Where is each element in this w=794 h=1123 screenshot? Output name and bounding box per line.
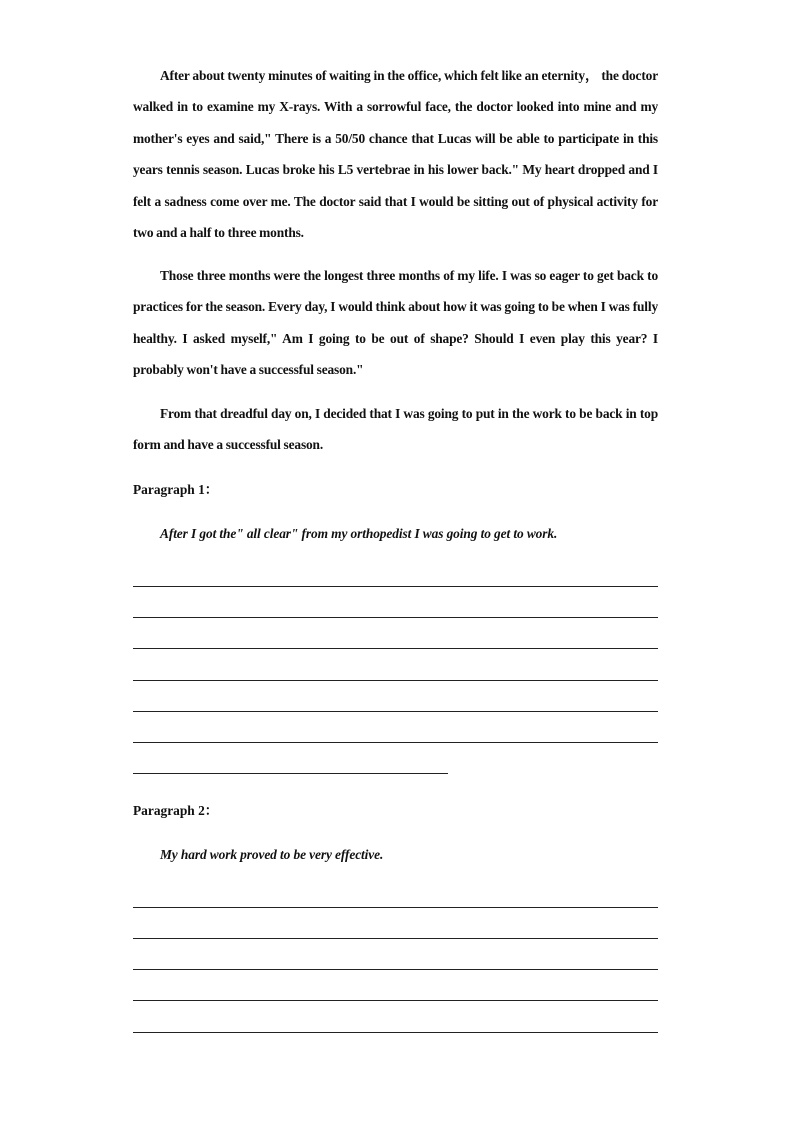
story-paragraph-3: From that dreadful day on, I decided that I was going to put in the work to be back in top form and have a successful season.: [133, 406, 658, 453]
answer-line[interactable]: [133, 938, 658, 939]
answer-line[interactable]: [133, 1032, 658, 1033]
answer-line[interactable]: [133, 680, 658, 681]
paragraph-2-prompt: My hard work proved to be very effective.: [160, 847, 384, 862]
paragraph-1-prompt: After I got the" all clear" from my orthopedist I was going to get to work.: [160, 526, 558, 541]
answer-line[interactable]: [133, 648, 658, 649]
paragraph-1-label: Paragraph 1：: [133, 482, 219, 497]
answer-line[interactable]: [133, 711, 658, 712]
answer-line[interactable]: [133, 617, 658, 618]
paragraph-2-label: Paragraph 2：: [133, 803, 219, 818]
answer-line[interactable]: [133, 773, 448, 774]
story-paragraph-1: After about twenty minutes of waiting in the office, which felt like an eternity， the doctor walked in to examine my X-rays. With a sorrowful face, the doctor looked into mine and my mother's eyes and said," There is a 50/50 chance that Lucas will be able to participate in this years tennis season. Lucas broke his L5 vertebrae in his lower back." My heart dropped and I felt a sadness come over me. The doctor said that I would be sitting out of physical activity for two and a half to three months.: [133, 68, 658, 241]
answer-line[interactable]: [133, 907, 658, 908]
answer-line[interactable]: [133, 1000, 658, 1001]
story-paragraph-2: Those three months were the longest three months of my life. I was so eager to get back to practices for the season. Every day, I would think about how it was going to be when I was fully healthy. I asked myself," Am I going to be out of shape? Should I even play this year? I probably won't have a successful season.": [133, 268, 658, 378]
answer-line[interactable]: [133, 742, 658, 743]
answer-line[interactable]: [133, 586, 658, 587]
answer-line[interactable]: [133, 969, 658, 970]
